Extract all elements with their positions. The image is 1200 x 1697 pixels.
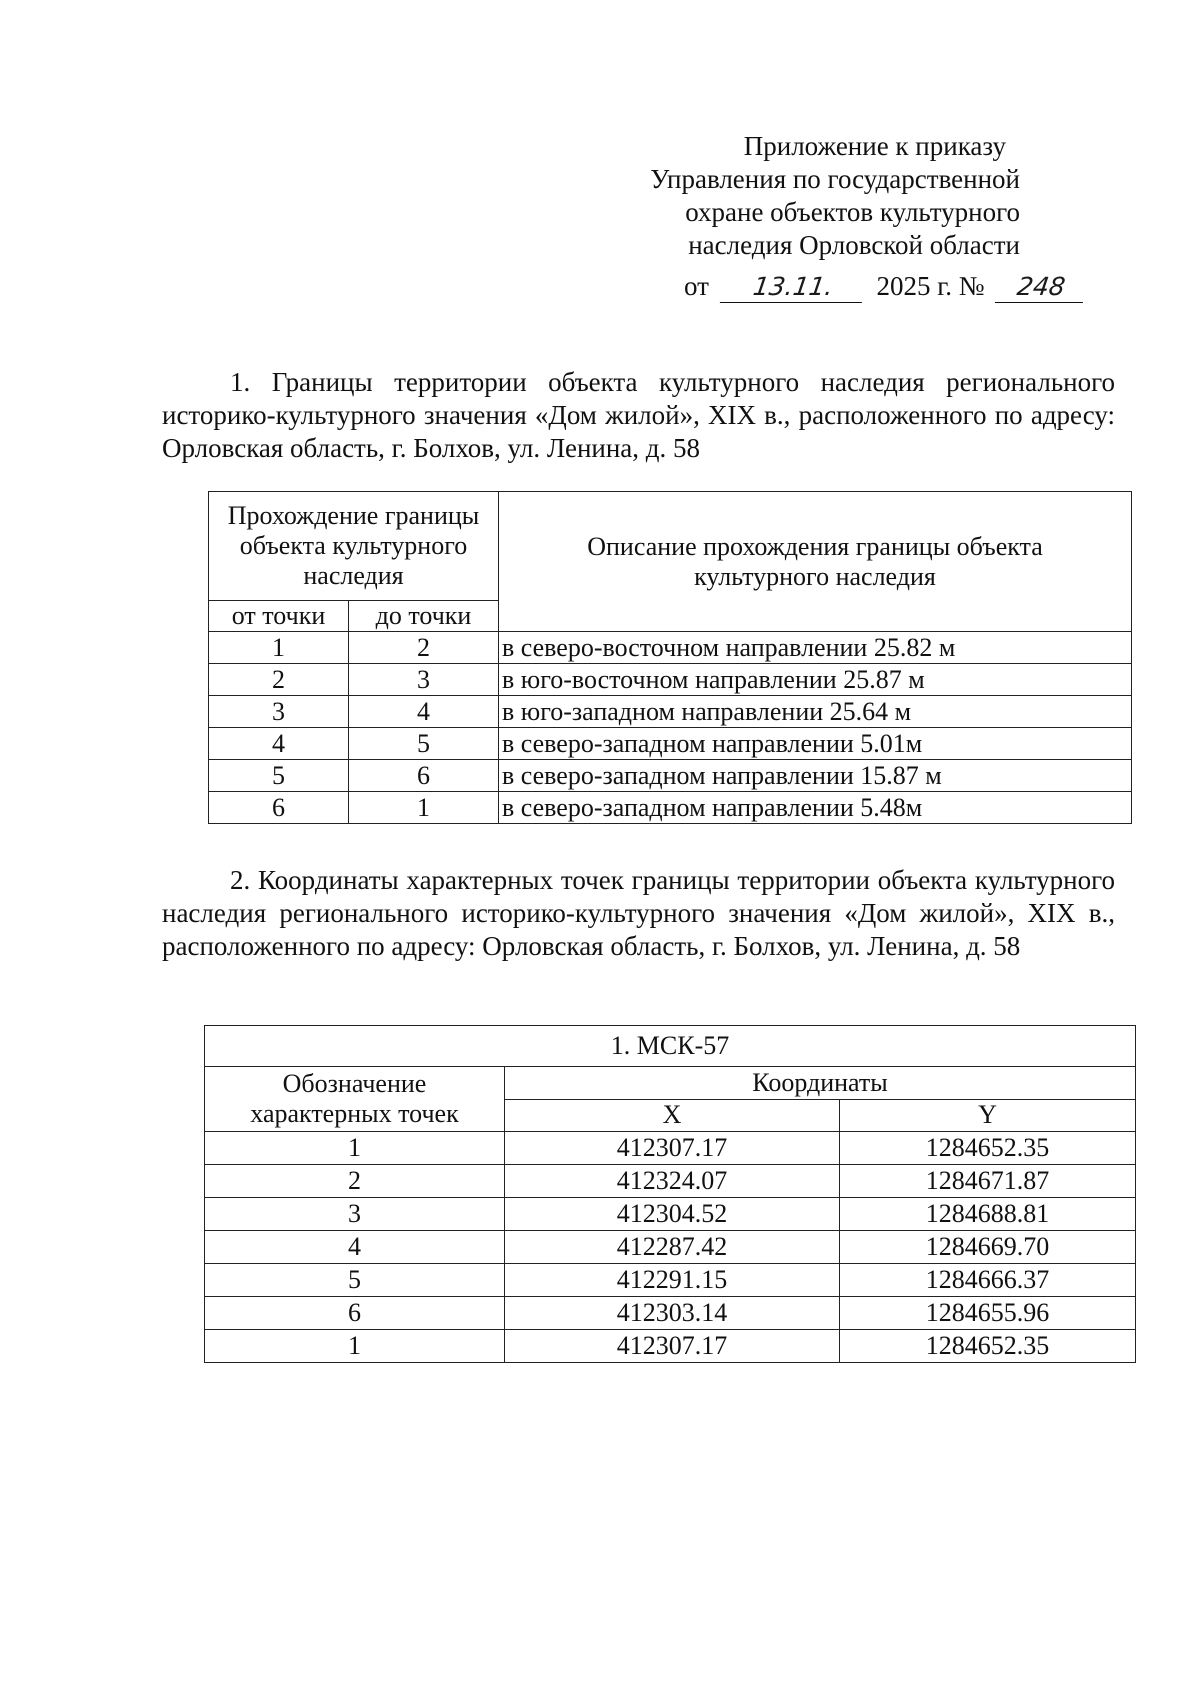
section-2-text: 2. Координаты характерных точек границы территории объекта культурного наследия регионального историко-культурного значения «Дом жилой», XIX в., расположенного по адресу: Орловская область, г. Болхов, ул. Ленина, д. 58 — [162, 865, 1115, 961]
col-y: Y — [840, 1099, 1136, 1132]
to-cell: 1 — [349, 792, 499, 824]
table-row — [209, 728, 1132, 760]
table-row — [205, 1165, 1136, 1198]
description-cell: в северо-западном направлении 5.01м — [499, 728, 1132, 760]
point-cell: 5 — [205, 1264, 505, 1297]
table-row — [209, 696, 1132, 728]
table-row — [205, 1132, 1136, 1165]
table-row — [209, 760, 1132, 792]
x-cell: 412303.14 — [505, 1297, 840, 1330]
header-line-3: охране объектов культурного — [685, 197, 1020, 227]
table-row — [209, 664, 1132, 696]
boundary-description-table — [208, 491, 1132, 824]
order-date-line — [684, 271, 1085, 303]
description-cell: в северо-западном направлении 15.87 м — [499, 760, 1132, 792]
to-cell: 3 — [349, 664, 499, 696]
table-row — [205, 1231, 1136, 1264]
year-label: 2025 г. № — [876, 271, 985, 301]
section-2-paragraph — [162, 864, 1115, 963]
x-cell: 412287.42 — [505, 1231, 840, 1264]
x-cell: 412291.15 — [505, 1264, 840, 1297]
from-cell: 6 — [209, 792, 349, 824]
table-row — [209, 632, 1132, 664]
section-1-paragraph — [162, 366, 1115, 465]
description-cell: в северо-восточном направлении 25.82 м — [499, 632, 1132, 664]
x-cell: 412304.52 — [505, 1198, 840, 1231]
from-cell: 5 — [209, 760, 349, 792]
from-label: от — [684, 271, 709, 301]
from-cell: 2 — [209, 664, 349, 696]
from-cell: 4 — [209, 728, 349, 760]
table-row — [209, 792, 1132, 824]
from-cell: 1 — [209, 632, 349, 664]
point-cell: 1 — [205, 1132, 505, 1165]
to-cell: 2 — [349, 632, 499, 664]
point-cell: 2 — [205, 1165, 505, 1198]
description-cell: в юго-восточном направлении 25.87 м — [499, 664, 1132, 696]
section-1-text: 1. Границы территории объекта культурного наследия регионального историко-культурного значения «Дом жилой», XIX в., расположенного по адресу: Орловская область, г. Болхов, ул. Ленина, д. 58 — [162, 367, 1115, 463]
point-cell: 4 — [205, 1231, 505, 1264]
y-cell: 1284652.35 — [840, 1132, 1136, 1165]
table-row — [205, 1330, 1136, 1363]
x-cell: 412307.17 — [505, 1330, 840, 1363]
point-cell: 6 — [205, 1297, 505, 1330]
col-x: X — [505, 1099, 840, 1132]
header-line-1: Приложение к приказу — [743, 131, 1006, 161]
y-cell: 1284671.87 — [840, 1165, 1136, 1198]
from-cell: 3 — [209, 696, 349, 728]
col-to-point: до точки — [349, 601, 499, 632]
x-cell: 412324.07 — [505, 1165, 840, 1198]
to-cell: 5 — [349, 728, 499, 760]
table-row — [205, 1264, 1136, 1297]
point-designation-header: Обозначение характерных точек — [205, 1067, 505, 1132]
y-cell: 1284655.96 — [840, 1297, 1136, 1330]
y-cell: 1284669.70 — [840, 1231, 1136, 1264]
appendix-header — [650, 130, 1020, 262]
to-cell: 6 — [349, 760, 499, 792]
header-line-4: наследия Орловской области — [688, 230, 1020, 260]
table-row — [205, 1198, 1136, 1231]
coordinates-table — [204, 1025, 1136, 1363]
boundary-header-left: Прохождение границы объекта культурного наследия — [209, 492, 499, 601]
y-cell: 1284688.81 — [840, 1198, 1136, 1231]
coordinates-system-title: 1. МСК-57 — [205, 1026, 1136, 1067]
to-cell: 4 — [349, 696, 499, 728]
point-cell: 1 — [205, 1330, 505, 1363]
point-cell: 3 — [205, 1198, 505, 1231]
col-from-point: от точки — [209, 601, 349, 632]
coordinates-header: Координаты — [505, 1067, 1136, 1100]
order-date-handwritten: 13.11. — [720, 272, 866, 303]
description-cell: в северо-западном направлении 5.48м — [499, 792, 1132, 824]
table-row — [205, 1297, 1136, 1330]
order-number-handwritten: 248 — [995, 272, 1087, 303]
y-cell: 1284652.35 — [840, 1330, 1136, 1363]
description-cell: в юго-западном направлении 25.64 м — [499, 696, 1132, 728]
y-cell: 1284666.37 — [840, 1264, 1136, 1297]
x-cell: 412307.17 — [505, 1132, 840, 1165]
boundary-header-right: Описание прохождения границы объекта культурного наследия — [499, 492, 1132, 632]
header-line-2: Управления по государственной — [650, 164, 1020, 194]
